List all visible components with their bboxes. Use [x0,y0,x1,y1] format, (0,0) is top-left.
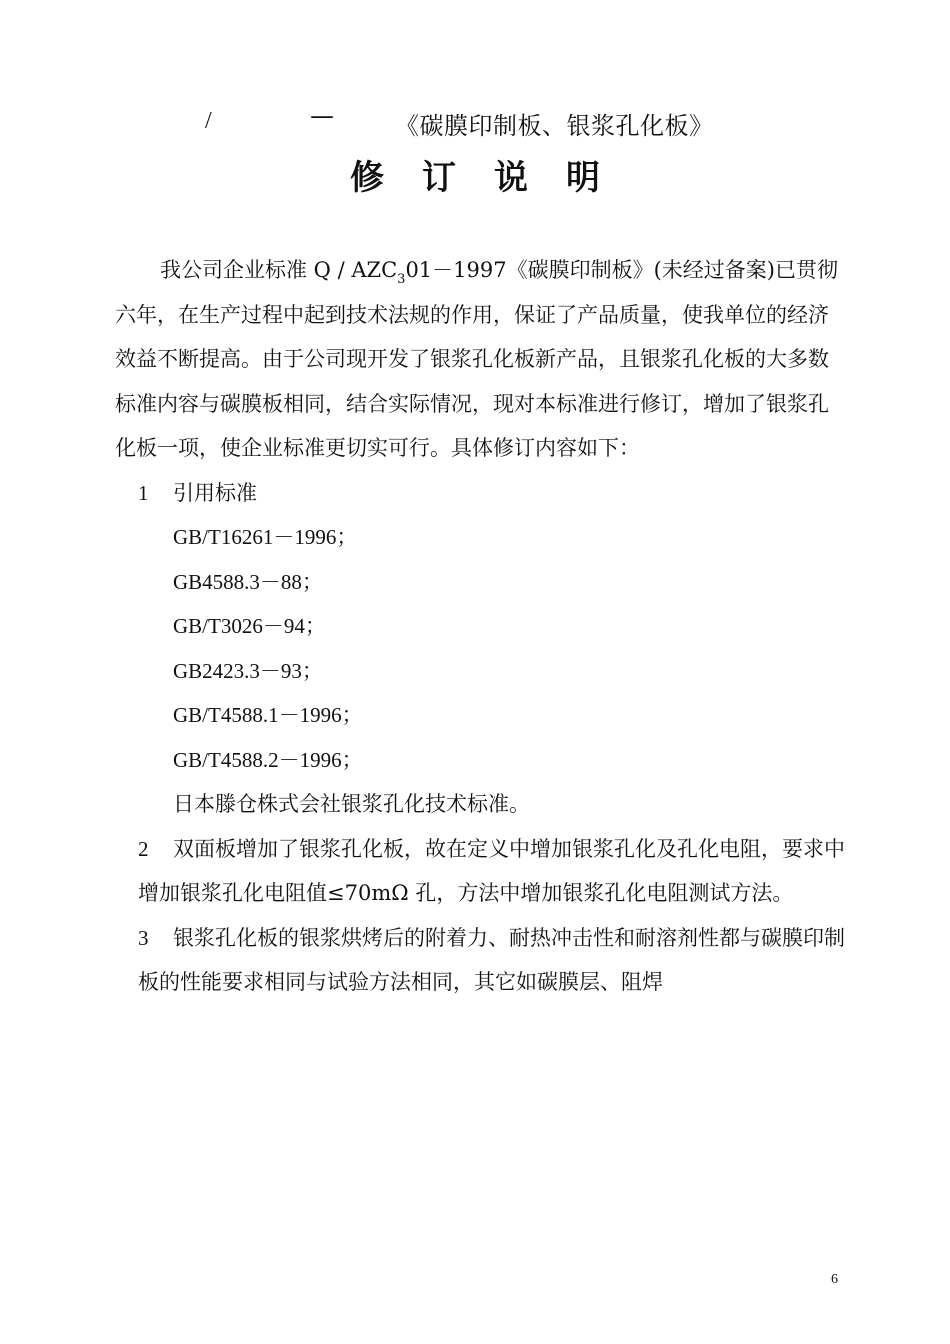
header-standard-title: 《碳膜印制板、银浆孔化板》 [395,112,714,140]
header-dash: — [310,102,334,130]
section-number: 2 [138,836,149,861]
section-number: 3 [138,925,149,950]
section-text: 双面板增加了银浆孔化板，故在定义中增加银浆孔化及孔化电阻，要求中增加银浆孔化电阻值≤70mΩ 孔，方法中增加银浆孔化电阻测试方法。 [138,836,845,905]
section-3 [115,916,845,1005]
standard-item: GB2423.3－93； [173,658,323,683]
header-slash: / [205,108,212,134]
section-1-heading [115,471,845,516]
standard-item: GB/T3026－94； [173,614,326,638]
document-body [115,248,845,1005]
standards-list [115,515,845,827]
standard-item: GB/T16261－1996； [173,525,358,549]
standard-item: GB/T4588.2－1996； [173,747,363,772]
page-number: 6 [831,1272,838,1287]
standard-item: 日本滕仓株式会社银浆孔化技术标准。 [173,792,530,816]
section-heading-text: 引用标准 [173,480,257,505]
document-header [0,100,950,150]
intro-line1-post: 01－1997《碳膜印制板》(未经过备案) [405,258,775,282]
standard-item: GB/T4588.1－1996； [173,703,363,727]
intro-subscript: 3 [397,272,406,287]
intro-paragraph [115,248,845,471]
standard-item: GB4588.3－88； [173,569,323,594]
section-2 [115,827,845,916]
intro-line1-pre: 我公司企业标准 Q / AZC [160,258,398,282]
document-title: 修订说明 [350,158,638,198]
section-text: 银浆孔化板的银浆烘烤后的附着力、耐热冲击性和耐溶剂性都与碳膜印制板的性能要求相同与试验方法相同，其它如碳膜层、阻焊 [138,925,845,994]
section-number: 1 [138,480,149,505]
intro-rest: 已贯彻六年，在生产过程中起到技术法规的作用，保证了产品质量，使我单位的经济效益不断提高。由于公司现开发了银浆孔化板新产品，且银浆孔化板的大多数标准内容与碳膜板相同，结合实际情况，现对本标准进行修订，增加了银浆孔化板一项，使企业标准更切实可行。具体修订内容如下： [115,258,838,460]
